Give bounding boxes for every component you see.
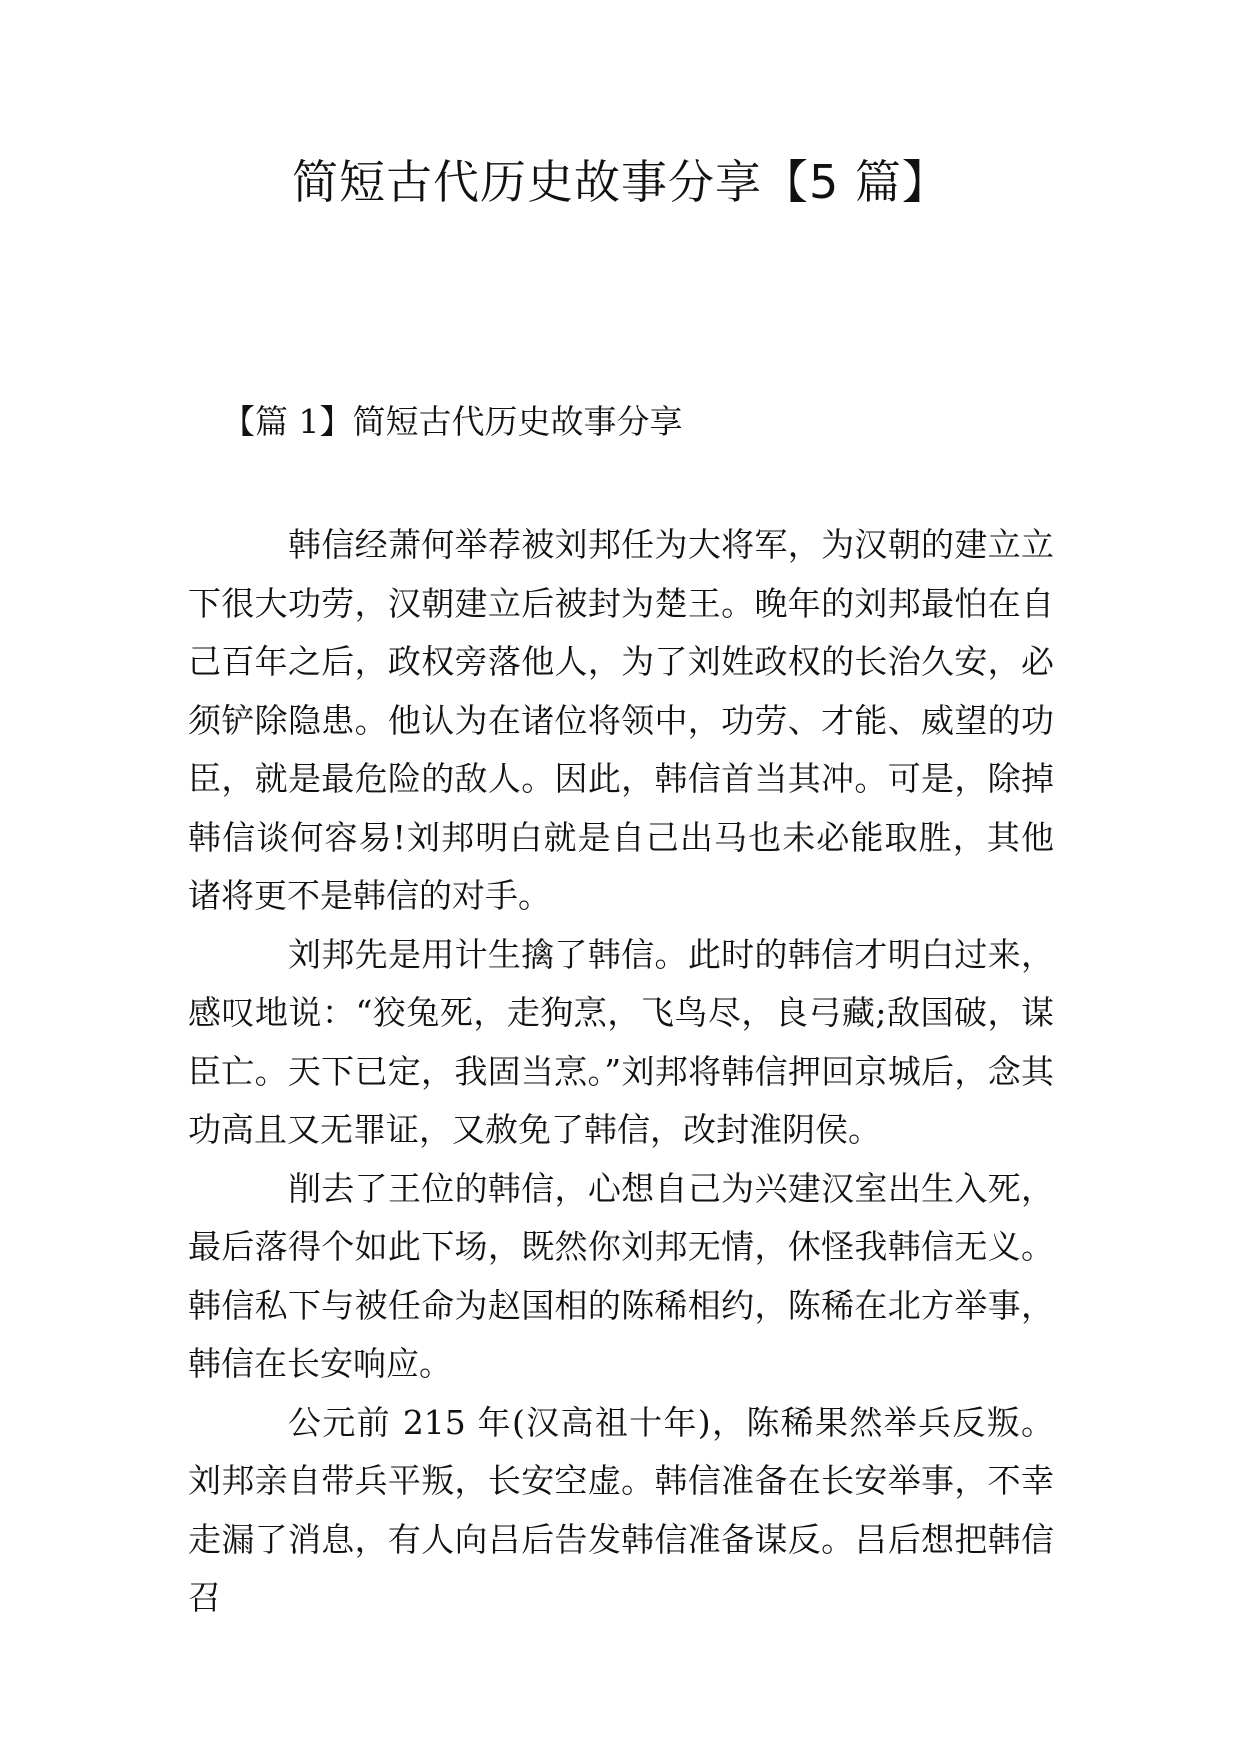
document-body [188,516,1054,1628]
body-paragraph-3: 削去了王位的韩信，心想自己为兴建汉室出生入死，最后落得个如此下场，既然你刘邦无情，休怪我韩信无义。韩信私下与被任命为赵国相的陈稀相约，陈稀在北方举事，韩信在长安响应。 [188,1168,1054,1383]
body-paragraph-4: 公元前 215 年(汉高祖十年)，陈稀果然举兵反叛。刘邦亲自带兵平叛，长安空虚。韩信准备在长安举事，不幸走漏了消息，有人向吕后告发韩信准备谋反。吕后想把韩信召 [188,1402,1054,1617]
body-paragraph-2: 刘邦先是用计生擒了韩信。此时的韩信才明白过来，感叹地说：“狡兔死，走狗烹，飞鸟尽，良弓藏;敌国破，谋臣亡。天下已定，我固当烹。”刘邦将韩信押回京城后，念其功高且又无罪证，又赦免了韩信，改封淮阴侯。 [188,934,1054,1149]
body-paragraph-1: 韩信经萧何举荐被刘邦任为大将军，为汉朝的建立立下很大功劳，汉朝建立后被封为楚王。晚年的刘邦最怕在自己百年之后，政权旁落他人，为了刘姓政权的长治久安，必须铲除隐患。他认为在诸位将领中，功劳、才能、威望的功臣，就是最危险的敌人。因此，韩信首当其冲。可是，除掉韩信谈何容易!刘邦明白就是自己出马也未必能取胜，其他诸将更不是韩信的对手。 [188,525,1054,915]
document-title: 简短古代历史故事分享【5 篇】 [292,155,949,209]
section-heading: 【篇 1】简短古代历史故事分享 [222,402,683,441]
